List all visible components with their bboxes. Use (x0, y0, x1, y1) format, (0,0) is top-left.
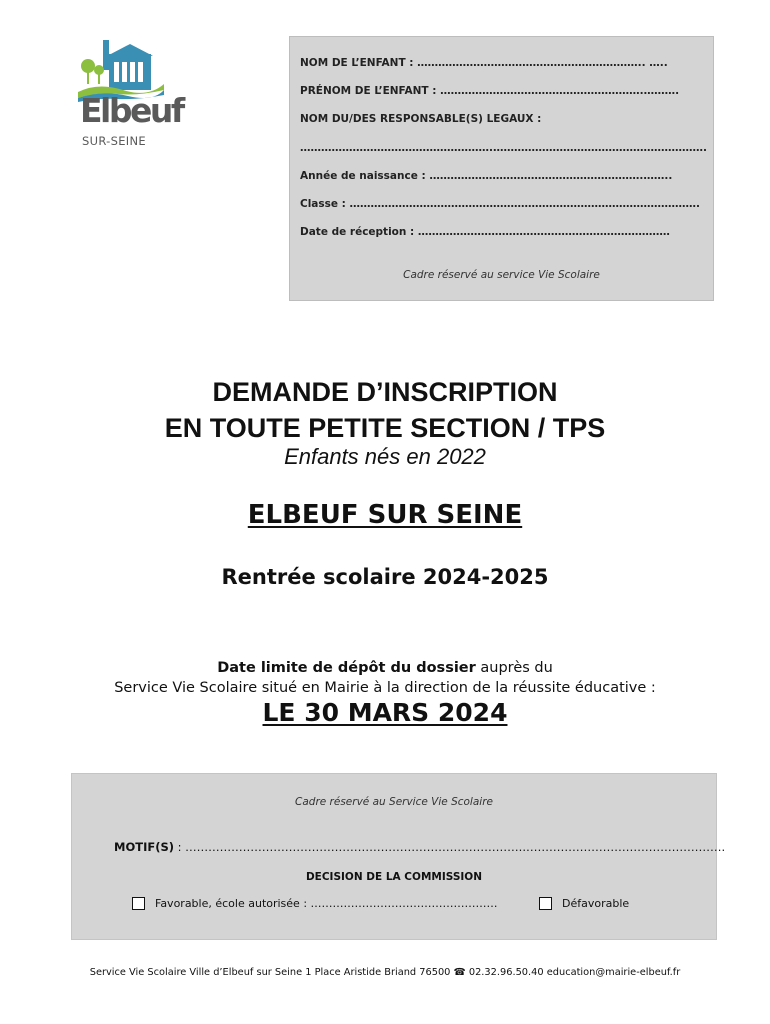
elbeuf-logo (78, 40, 183, 150)
deadline-date-text: LE 30 MARS 2024 (262, 698, 508, 727)
decision-title: DECISION DE LA COMMISSION (305, 871, 483, 883)
reserved-box-top-note: Cadre réservé au service Vie Scolaire (403, 269, 600, 281)
city-heading (0, 500, 770, 530)
field-reception-date: Date de réception : ……………………………………………………………… (300, 226, 670, 238)
favorable-label: Favorable, école autorisée : …………………………………………… (155, 897, 498, 910)
document-title-line2: EN TOUTE PETITE SECTION / TPS (164, 413, 606, 443)
school-year: Rentrée scolaire 2024-2025 (221, 565, 549, 589)
city-heading-text: ELBEUF SUR SEINE (247, 500, 523, 530)
field-guardians-dots: ……………………………………………….……………………………………………………. (300, 142, 707, 154)
defavorable-label: Défavorable (562, 897, 630, 910)
logo-subtitle: SUR-SEINE (82, 134, 146, 148)
field-child-name: NOM DE L’ENFANT : ……………………………………………………….. ….. (300, 57, 668, 69)
reserved-box-bottom-note: Cadre réservé au Service Vie Scolaire (295, 796, 493, 808)
deadline-date (0, 698, 770, 727)
motif-dots: : ……………………………………………………………………………..……………………………………………. (174, 840, 726, 854)
reserved-box-top (289, 36, 714, 301)
option-favorable[interactable] (132, 897, 498, 910)
field-class: Classe : ………………………………………………………………………………………. (300, 198, 701, 210)
deadline-text (0, 658, 770, 698)
motif-field (114, 840, 725, 854)
field-birth-year: Année de naissance : …………………………………………………….…….. (300, 170, 673, 182)
field-guardians-label: NOM DU/DES RESPONSABLE(S) LEGAUX : (300, 113, 542, 125)
deadline-line2: Service Vie Scolaire situé en Mairie à la direction de la réussite éducative : (114, 680, 656, 696)
footer-contact: Service Vie Scolaire Ville d’Elbeuf sur Seine 1 Place Aristide Briand 76500 ☎ 02.32.96.50.40 education@mairie-elbeuf.fr (89, 967, 681, 978)
logo-wordmark: Elbeuf (80, 91, 183, 130)
document-subtitle: Enfants nés en 2022 (284, 444, 486, 469)
option-defavorable[interactable] (539, 897, 629, 910)
deadline-rest: auprès du (475, 660, 553, 676)
deadline-bold: Date limite de dépôt du dossier (217, 660, 476, 676)
defavorable-checkbox[interactable] (539, 897, 552, 910)
favorable-checkbox[interactable] (132, 897, 145, 910)
document-title-line1: DEMANDE D’INSCRIPTION (212, 377, 558, 407)
field-child-firstname: PRÉNOM DE L’ENFANT : ………………………………………………….………. (300, 85, 680, 97)
motif-label: MOTIF(S) (114, 840, 174, 854)
reserved-box-bottom (71, 773, 726, 940)
